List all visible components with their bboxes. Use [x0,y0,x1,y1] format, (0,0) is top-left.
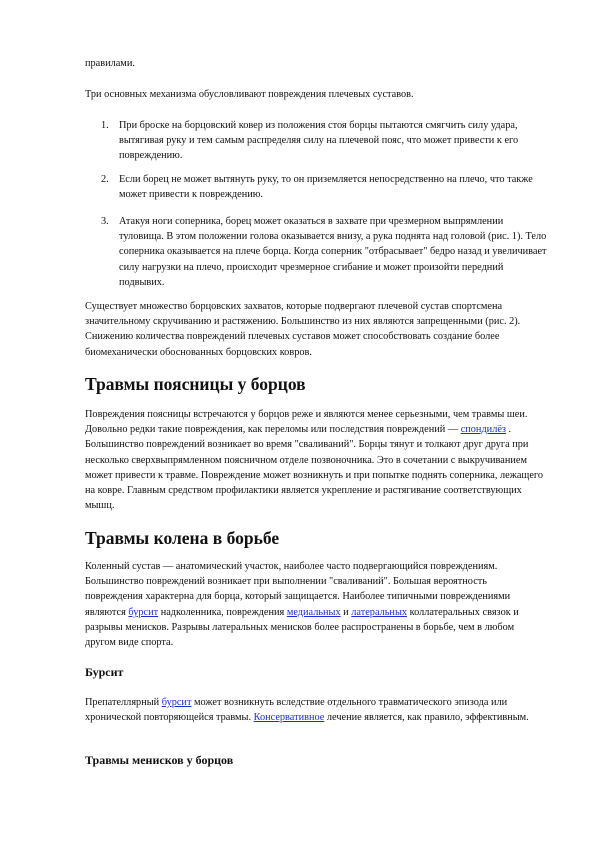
paragraph-three-mechanisms: Три основных механизма обусловливают повреждения плечевых суставов. [85,89,414,100]
bursitis-link[interactable]: бурсит [128,606,159,618]
knee-text-4: коллатеральных связок и разрывы менисков. Разрывы латеральных менисков более распространены в борьбе, чем в любом другом виде спорта. [85,606,519,649]
knee-text-3: и [340,606,352,618]
conservative-link[interactable]: Консервативное [253,712,325,724]
bursitis-link-2[interactable]: бурсит [161,697,192,708]
paragraph-fragment: правилами. [85,58,135,69]
paragraph-holds: Существует множество борцовских захватов, которые подвергают плечевой сустав спортсмена значительному скручиванию и растяжению. Большинство из них являются запрещенными (рис. 2). Снижению количества повреждений плечевых суставов может способствовать создание более биомеханически обоснованных борцовских ковров. [85,301,521,358]
heading-bursitis: Бурсит [85,665,124,679]
paragraph-knee [85,559,547,650]
list-number-1: 1. [101,120,109,131]
lumbar-text-2: . Большинство повреждений возникает во время "сваливаний". Борцы тянут и толкают друг друга при несколько сверхвыпрямленном поясничном отделе позвоночника. Это в сочетании с выкручиванием может привести к травме. Повреждение может возникнуть и при попытке поднять соперника, лежащего на ковре. Главным средством профилактики является укрепление и растягивание соответствующих мышц. [85,424,544,512]
list-item-2: Если борец не может вытянуть руку, то он приземляется непосредственно на плечо, что также может привести к повреждению. [119,174,533,201]
lateral-link[interactable]: латеральных [351,606,408,618]
heading-lumbar-injuries: Травмы поясницы у борцов [85,374,306,394]
lumbar-text-1: Повреждения поясницы встречаются у борцов реже и являются менее серьезными, чем травмы шеи. Довольно редки такие повреждения, как переломы или последствия повреждений — [85,409,528,436]
list-number-3: 3. [101,216,109,227]
heading-menisci-injuries: Травмы менисков у борцов [85,753,234,767]
spondylolysis-link[interactable]: спондилёз [460,424,506,436]
bursitis-text-3: лечение является, как правило, эффективным. [324,712,529,724]
list-item-3: Атакуя ноги соперника, борец может оказаться в захвате при чрезмерном выпрямлении туловища. В этом положении голова оказывается внизу, а рука поднята над головой (рис. 1). Тело соперника оказывается на плече борца. Когда соперник "отбрасывает" бедро назад и увеличивает силу нагрузки на плечо, происходит чрезмерное сгибание и может произойти передний подвывих. [119,216,547,288]
heading-knee-injuries: Травмы колена в борьбе [85,528,280,548]
knee-text-2: надколенника, повреждения [158,606,287,618]
paragraph-bursitis [85,695,547,725]
bursitis-text-2: может возникнуть вследствие отдельного травматического эпизода или хронической повторяющейся травмы. [85,697,508,724]
paragraph-lumbar [85,407,547,513]
knee-text-1: Коленный сустав — анатомический участок, наиболее часто подвергающийся повреждениям. Большинство повреждений возникает при выполнении "сваливаний". Большая вероятность повреждения характерна для борца, который защищается. Наиболее типичными повреждениями являются [85,561,511,618]
bursitis-text-1: Препателлярный [85,697,162,708]
medial-link[interactable]: медиальных [286,606,341,618]
list-number-2: 2. [101,174,109,185]
list-item-1: При броске на борцовский ковер из положения стоя борцы пытаются смягчить силу удара, вытягивая руку и тем самым распределяя силу на плечевой пояс, что может привести к его повреждению. [119,120,519,162]
